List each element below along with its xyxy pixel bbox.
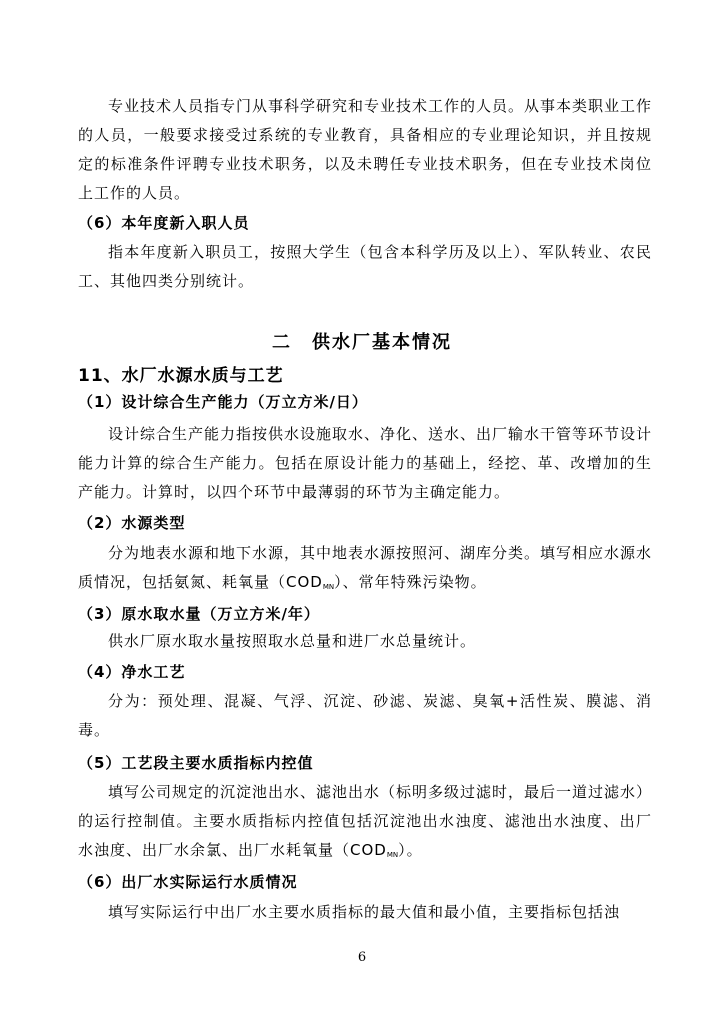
item4-text: 分为：预处理、混凝、气浮、沉淀、砂滤、炭滤、臭氧+活性炭、膜滤、消毒。 bbox=[78, 692, 652, 739]
item6-title: （6）出厂水实际运行水质情况 bbox=[78, 873, 298, 891]
page-number: 6 bbox=[357, 950, 367, 965]
subsection-title: 11、水厂水源水质与工艺 bbox=[78, 366, 284, 386]
cod-subscript: MN bbox=[386, 851, 399, 859]
item5-title: （5）工艺段主要水质指标内控值 bbox=[78, 754, 314, 772]
item3-title: （3）原水取水量（万立方米/年） bbox=[78, 605, 320, 623]
paragraph-new-hires: 指本年度新入职员工，按照大学生（包含本科学历及以上）、军队转业、农民工、其他四类分别统计。 bbox=[78, 243, 652, 290]
cod-subscript: MN bbox=[322, 583, 335, 591]
subheading-new-hires: （6）本年度新入职人员 bbox=[78, 214, 250, 232]
item5-text: 填写公司规定的沉淀池出水、滤池出水（标明多级过滤时，最后一道过滤水）的运行控制值。主要水质指标内控值包括沉淀池出水浊度、滤池出水浊度、出厂水浊度、出厂水余氯、出厂水耗氧量$(COD_{MN})$。 bbox=[78, 783, 653, 859]
section-title: 二 供水厂基本情况 bbox=[272, 332, 452, 353]
item1-text: 设计综合生产能力指按供水设施取水、净化、送水、出厂输水干管等环节设计能力计算的综合生产能力。包括在原设计能力的基础上，经挖、革、改增加的生产能力。计算时，以四个环节中最薄弱的环节为主确定能力。 bbox=[78, 425, 653, 501]
paragraph-professional-staff: 专业技术人员指专门从事科学研究和专业技术工作的人员。从事本类职业工作的人员，一般要求接受过系统的专业教育，具备相应的专业理论知识，并且按规定的标准条件评聘专业技术职务，以及未聘任专业技术职务，但在专业技术岗位上工作的人员。 bbox=[78, 97, 653, 202]
item6-text: 填写实际运行中出厂水主要水质指标的最大值和最小值，主要指标包括浊 bbox=[108, 903, 621, 921]
item2-text: 分为地表水源和地下水源，其中地表水源按照河、湖库分类。填写相应水源水质情况，包括氨氮、耗氧量$(COD_{MN})$、常年特殊污染物。 bbox=[78, 544, 653, 591]
item2-title: （2）水源类型 bbox=[78, 514, 186, 532]
item3-text: 供水厂原水取水量按照取水总量和进厂水总量统计。 bbox=[108, 632, 477, 650]
item4-title: （4）净水工艺 bbox=[78, 663, 186, 681]
item1-title: （1）设计综合生产能力（万立方米/日） bbox=[78, 393, 368, 411]
